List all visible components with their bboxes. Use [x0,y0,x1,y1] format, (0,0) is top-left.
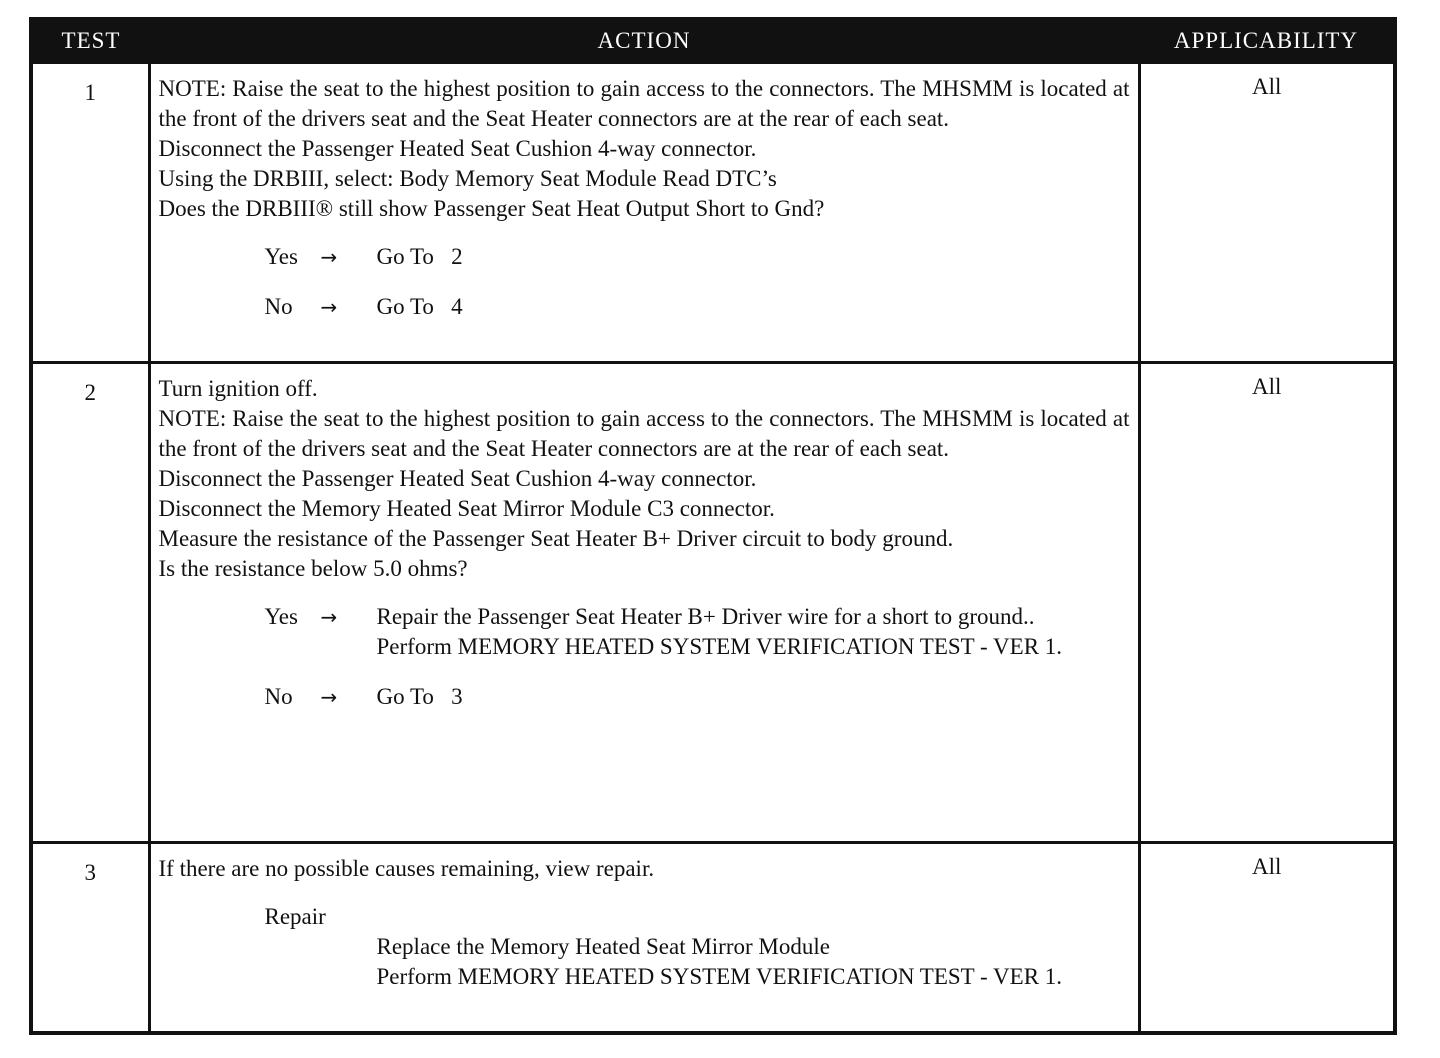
outcome-result-line: Repair the Passenger Seat Heater B+ Driver wire for a short to ground.. [376,604,1035,629]
right-arrow-icon: → [320,685,338,709]
header-test: TEST [31,19,149,63]
table-row [31,63,1395,363]
action-cell [149,843,1139,1033]
action-line: Is the resistance below 5.0 ohms? [158,556,468,581]
outcome-label: Yes [264,244,298,269]
outcome-list [159,602,1130,712]
outcome-result-line: Go To 2 [376,244,463,269]
outcome-label: No [264,684,293,709]
table-row [31,363,1395,843]
outcome-no [265,682,1130,712]
action-line: Does the DRBIII® still show Passenger Seat Heat Output Short to Gnd? [158,196,825,221]
applicability-value: All [1139,363,1395,843]
header-action: ACTION [149,19,1139,63]
outcome-no [265,292,1130,322]
right-arrow-icon: → [320,295,338,319]
table-header-row [31,19,1395,63]
test-number: 3 [31,843,149,1033]
outcome-result-line: Go To 3 [376,684,463,709]
repair-steps [265,932,1130,992]
outcome-label: Yes [264,604,298,629]
applicability-value: All [1139,843,1395,1033]
action-cell [149,63,1139,363]
header-applicability: APPLICABILITY [1139,19,1395,63]
right-arrow-icon: → [320,605,338,629]
outcome-label: No [264,294,293,319]
table-row [31,843,1395,1033]
repair-label: Repair [264,904,326,929]
test-number: 2 [31,363,149,843]
outcome-result-line: Perform MEMORY HEATED SYSTEM VERIFICATION TEST - VER 1. [376,634,1063,659]
repair-step: Replace the Memory Heated Seat Mirror Module [376,934,830,959]
outcome-result [377,242,1130,272]
action-line: Turn ignition off. [158,376,318,401]
outcome-list [159,242,1130,322]
outcome-yes [265,602,1130,662]
outcome-result-line: Go To 4 [376,294,463,319]
repair-block [159,902,1130,992]
outcome-result [377,602,1130,662]
test-number: 1 [31,63,149,363]
action-line: If there are no possible causes remaining, view repair. [158,856,655,881]
outcome-result [377,292,1130,322]
action-line: Using the DRBIII, select: Body Memory Seat Module Read DTC’s [158,166,777,191]
action-line: Disconnect the Passenger Heated Seat Cushion 4-way connector. [158,136,757,161]
applicability-value: All [1139,63,1395,363]
action-line: Measure the resistance of the Passenger Seat Heater B+ Driver circuit to body ground. [158,526,954,551]
action-line: NOTE: Raise the seat to the highest position to gain access to the connectors. The MHSMM is located at the front of the drivers seat and the Seat Heater connectors are at the rear of each seat. [158,76,1130,131]
outcome-yes [265,242,1130,272]
action-line: Disconnect the Memory Heated Seat Mirror Module C3 connector. [158,496,775,521]
right-arrow-icon: → [320,245,338,269]
repair-step: Perform MEMORY HEATED SYSTEM VERIFICATION TEST - VER 1. [376,964,1063,989]
diagnostic-test-table [29,17,1397,1035]
action-line: Disconnect the Passenger Heated Seat Cushion 4-way connector. [158,466,757,491]
action-line: NOTE: Raise the seat to the highest position to gain access to the connectors. The MHSMM is located at the front of the drivers seat and the Seat Heater connectors are at the rear of each seat. [158,406,1130,461]
outcome-result [377,682,1130,712]
action-cell [149,363,1139,843]
